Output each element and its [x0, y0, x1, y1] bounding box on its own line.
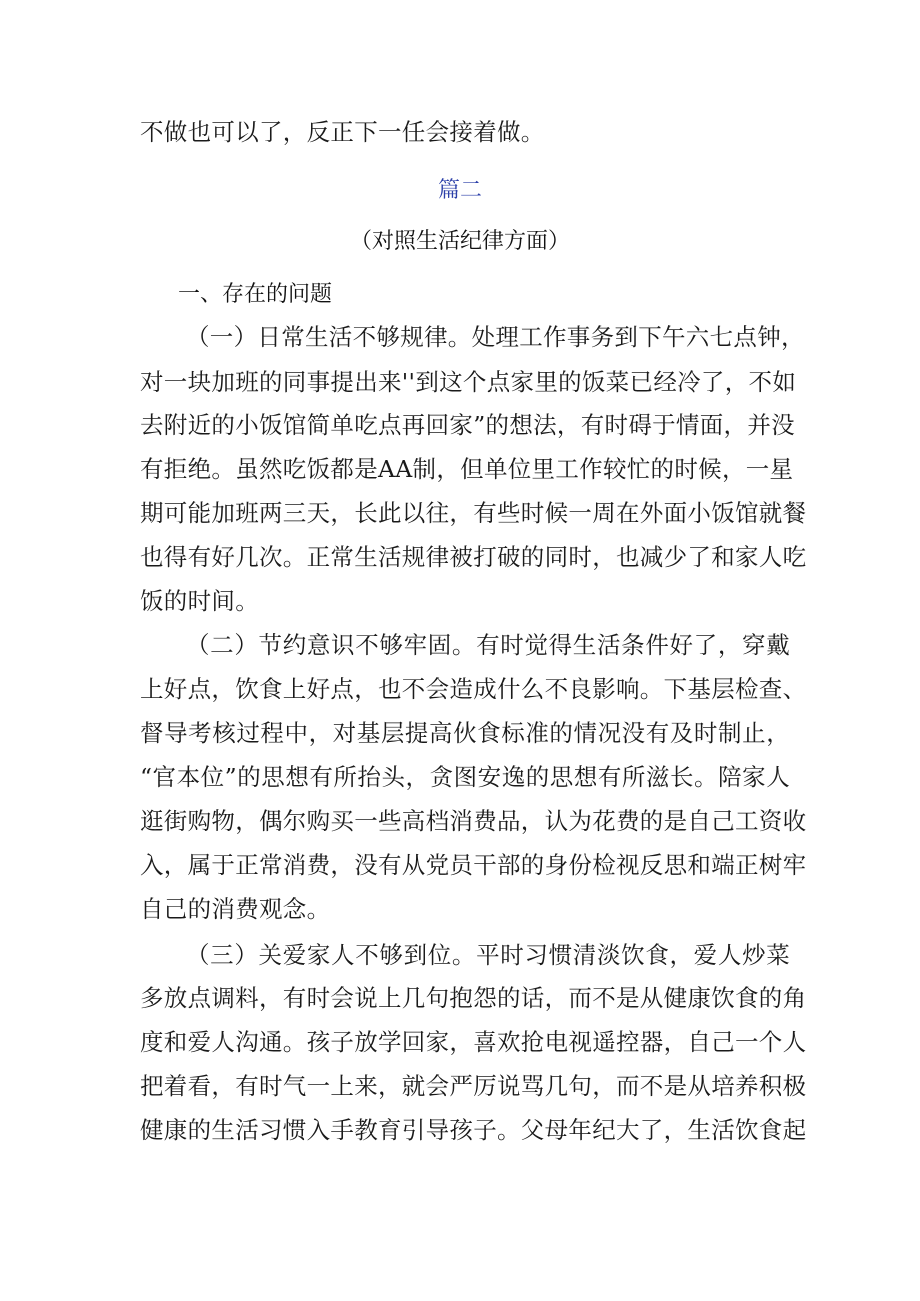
paragraph-line: 健康的生活习惯入手教育引导孩子。父母年纪大了，生活饮食起 — [140, 1116, 807, 1144]
paragraph-line: 去附近的小饭馆简单吃点再回家”的想法，有时碍于情面，并没 — [140, 411, 795, 439]
paragraph-line: 自己的消费观念。 — [140, 895, 331, 923]
paragraph-line: 期可能加班两三天，长此以往，有些时候一周在外面小饭馆就餐 — [140, 499, 807, 527]
intro-line: 不做也可以了，反正下一任会接着做。 — [140, 118, 545, 146]
paragraph-line: 度和爱人沟通。孩子放学回家，喜欢抢电视遥控器，自己一个人 — [140, 1028, 807, 1056]
paragraph-line: 饭的时间。 — [140, 587, 259, 615]
paragraph-line: （三）关爱家人不够到位。平时习惯清淡饮食，爱人炒菜 — [186, 941, 790, 969]
section-subtitle: （对照生活纪律方面） — [349, 229, 570, 254]
paragraph-line: 对一块加班的同事提出来''到这个点家里的饭菜已经冷了，不如 — [140, 368, 797, 396]
paragraph-line: （一）日常生活不够规律。处理工作事务到下午六七点钟， — [186, 323, 805, 351]
paragraph-line: 入，属于正常消费，没有从党员干部的身份检视反思和端正树牢 — [140, 851, 807, 879]
section-title: 篇二 — [437, 178, 482, 203]
paragraph-line: 上好点，饮食上好点，也不会造成什么不良影响。下基层检查、 — [140, 675, 807, 703]
problems-heading: 一、存在的问题 — [178, 282, 333, 307]
paragraph-line: 逛街购物，偶尔购买一些高档消费品，认为花费的是自己工资收 — [140, 807, 807, 835]
paragraph-line: 多放点调料，有时会说上几句抱怨的话，而不是从健康饮食的角 — [140, 984, 807, 1012]
paragraph-line: 把着看，有时气一上来，就会严厉说骂几句，而不是从培养积极 — [140, 1072, 807, 1100]
paragraph-line: （二）节约意识不够牢固。有时觉得生活条件好了，穿戴 — [186, 631, 790, 659]
paragraph-line: 督导考核过程中，对基层提高伙食标准的情况没有及时制止， — [140, 719, 790, 747]
paragraph-line: “官本位”的思想有所抬头，贪图安逸的思想有所滋长。陪家人 — [140, 763, 790, 791]
paragraph-line: 有拒绝。虽然吃饭都是AA制，但单位里工作较忙的时候，一星 — [140, 455, 794, 483]
paragraph-line: 也得有好几次。正常生活规律被打破的同时，也减少了和家人吃 — [140, 543, 807, 571]
